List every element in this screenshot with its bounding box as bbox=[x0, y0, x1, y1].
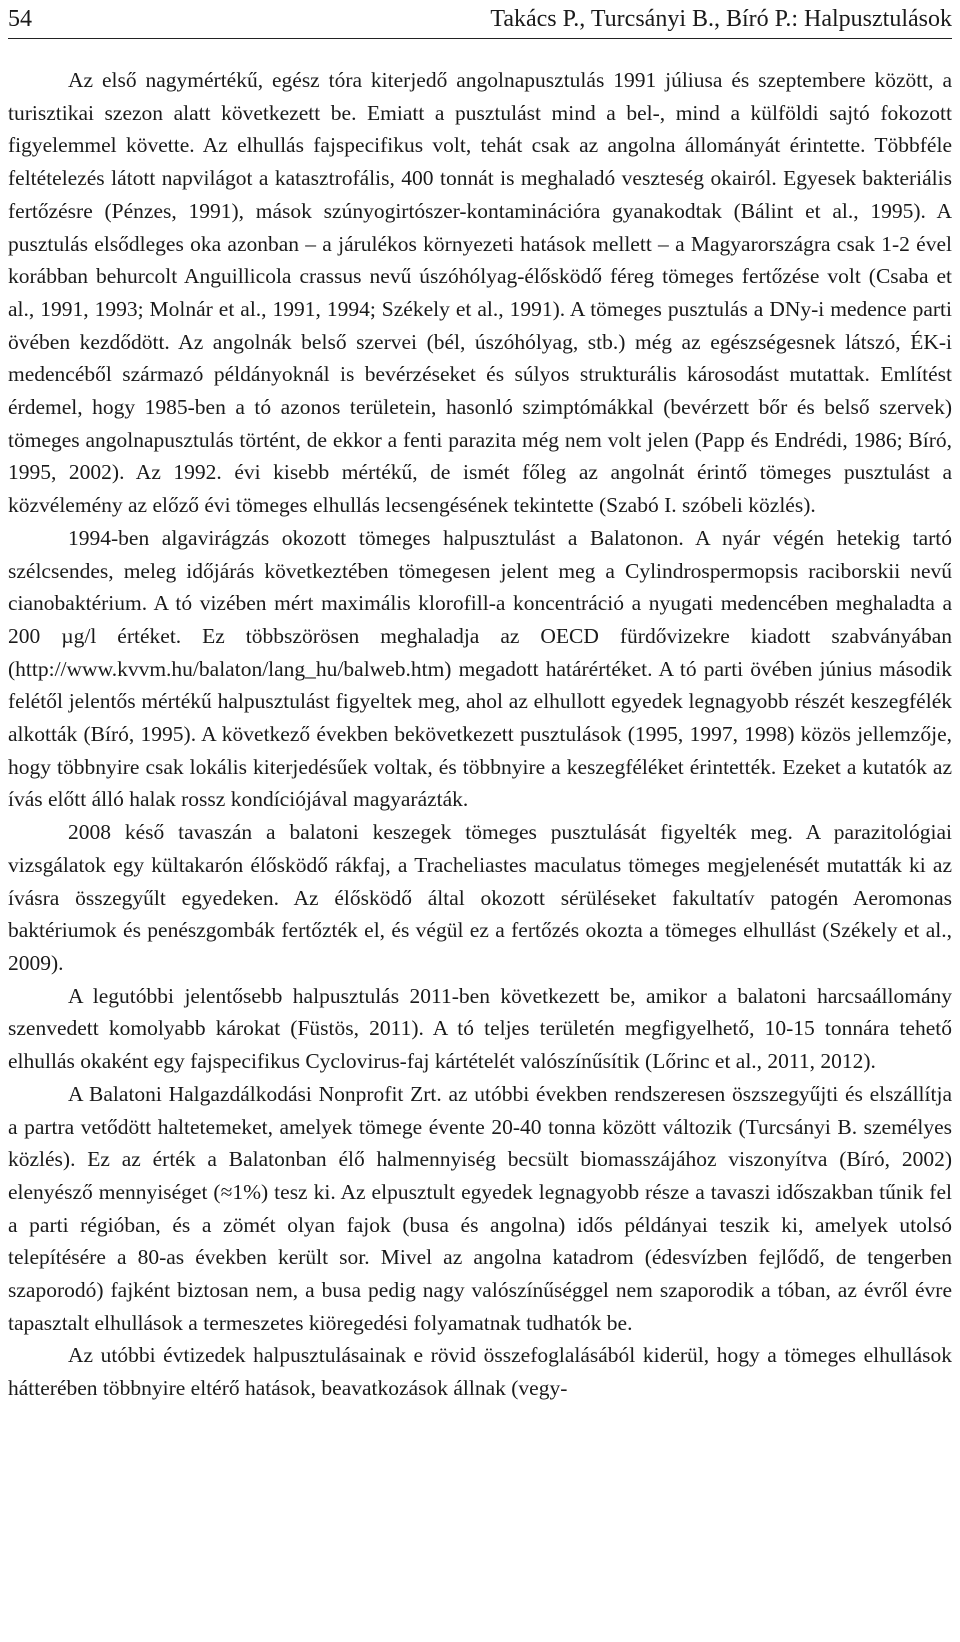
paragraph: 1994-ben algavirágzás okozott tömeges halpusztulást a Balatonon. A nyár végén hetekig tartó szélcsendes, meleg időjárás következtében tömegesen jelent meg a Cylindrospermopsis raciborskii nevű cianobaktérium. A tó vizében mért maximális klorofill-a koncentráció a nyugati medencében meghaladta a 200 µg/l értéket. Ez többszörösen meghaladja az OECD fürdővizekre kiadott szabványában (http://www.kvvm.hu/balaton/lang_hu/balweb.htm) megadott határértéket. A tó parti övében június második felétől jelentős mértékű halpusztulást figyeltek meg, ahol az elhullott egyedek legnagyobb részét keszegfélék alkották (Bíró, 1995). A következő években bekövetkezett pusztulások (1995, 1997, 1998) közös jellemzője, hogy többnyire csak lokális kiterjedésűek voltak, és többnyire a keszegféléket érintették. Ezeket a kutatók az ívás előtt álló halak rossz kondíciójával magyarázták. bbox=[8, 525, 952, 812]
paragraph: 2008 késő tavaszán a balatoni keszegek tömeges pusztulását figyelték meg. A parazitológiai vizsgálatok egy kültakarón élősködő rákfaj, a Tracheliastes maculatus tömeges megjelenését mutatták ki az ívásra összegyűlt egyedeken. Az élősködő által okozott sérüléseket fakultatív patogén Aeromonas baktériumok és penészgombák fertőzték el, és végül ez a fertőzés okozta a tömeges elhullást (Székely et al., 2009). bbox=[8, 820, 952, 975]
paragraph: A legutóbbi jelentősebb halpusztulás 2011-ben következett be, amikor a balatoni harcsaállomány szenvedett komolyabb károkat (Füstös, 2011). A tó teljes területén megfigyelhető, 10-15 tonnára tehető elhullás okaként egy fajspecifikus Cyclovirus-faj kártételét valószínűsítik (Lőrinc et al., 2011, 2012). bbox=[8, 983, 952, 1074]
running-title: Takács P., Turcsányi B., Bíró P.: Halpusztulások bbox=[490, 6, 952, 32]
paragraph: Az első nagymértékű, egész tóra kiterjedő angolnapusztulás 1991 júliusa és szeptembere között, a turisztikai szezon alatt következett be. Emiatt a pusztulást mind a bel-, mind a külföldi sajtó fokozott figyelemmel követte. Az elhullás fajspecifikus volt, tehát csak az angolna állományát érintette. Többféle feltételezés látott napvilágot a katasztrofális, 400 tonnát is meghaladó veszteség okairól. Egyesek bakteriális fertőzésre (Pénzes, 1991), mások szúnyogirtószer-kontaminációra gyanakodtak (Bálint et al., 1995). A pusztulás elsődleges oka azonban – a járulékos környezeti hatások mellett – a Magyarországra csak 1-2 ével korábban behurcolt Anguillicola crassus nevű úszóhólyag-élősködő féreg tömeges fertőzése volt (Csaba et al., 1991, 1993; Molnár et al., 1991, 1994; Székely et al., 1991). A tömeges pusztulás a DNy-i medence parti övében kezdődött. Az angolnák belső szervei (bél, úszóhólyag, stb.) még az egészségesnek látszó, ÉK-i medencéből származó példányoknál is bevérzéseket és súlyos strukturális károsodást mutattak. Említést érdemel, hogy 1985-ben a tó azonos területein, hasonló szimptómákkal (bevérzett bőr és belső szervek) tömeges angolnapusztulás történt, de ekkor a fenti parazita még nem volt jelen (Papp és Endrédi, 1986; Bíró, 1995, 2002). Az 1992. évi kisebb mértékű, de ismét főleg az angolnát érintő tömeges pusztulást a közvélemény az előző évi tömeges elhullás lecsengésének tekintette (Szabó I. szóbeli közlés). bbox=[8, 68, 952, 518]
body-text bbox=[8, 64, 952, 1405]
paragraph: Az utóbbi évtizedek halpusztulásainak e rövid összefoglalásából kiderül, hogy a tömeges elhullások hátterében többnyire eltérő hatások, beavatkozások állnak (vegy- bbox=[8, 1343, 952, 1401]
page-number: 54 bbox=[8, 6, 32, 32]
page-header bbox=[8, 4, 952, 39]
paragraph: A Balatoni Halgazdálkodási Nonprofit Zrt. az utóbbi években rendszeresen öszszegyűjti és elszállítja a partra vetődött haltetemeket, amelyek tömege évente 20-40 tonna között változik (Turcsányi B. személyes közlés). Ez az érték a Balatonban élő halmennyiség becsült biomasszájához viszonyítva (Bíró, 2002) elenyésző mennyiséget (≈1%) tesz ki. Az elpusztult egyedek legnagyobb része a tavaszi időszakban tűnik fel a parti régióban, és a zömét olyan fajok (busa és angolna) idős példányai teszik ki, amelyek utolsó telepítésére a 80-as években került sor. Mivel az angolna katadrom (édesvízben fejlődő, de tengerben szaporodó) fajként biztosan nem, a busa pedig nagy valószínűséggel nem szaporodik a tóban, az évről évre tapasztalt elhullások a termeszetes kiöregedési folyamatnak tudhatók be. bbox=[8, 1081, 952, 1335]
